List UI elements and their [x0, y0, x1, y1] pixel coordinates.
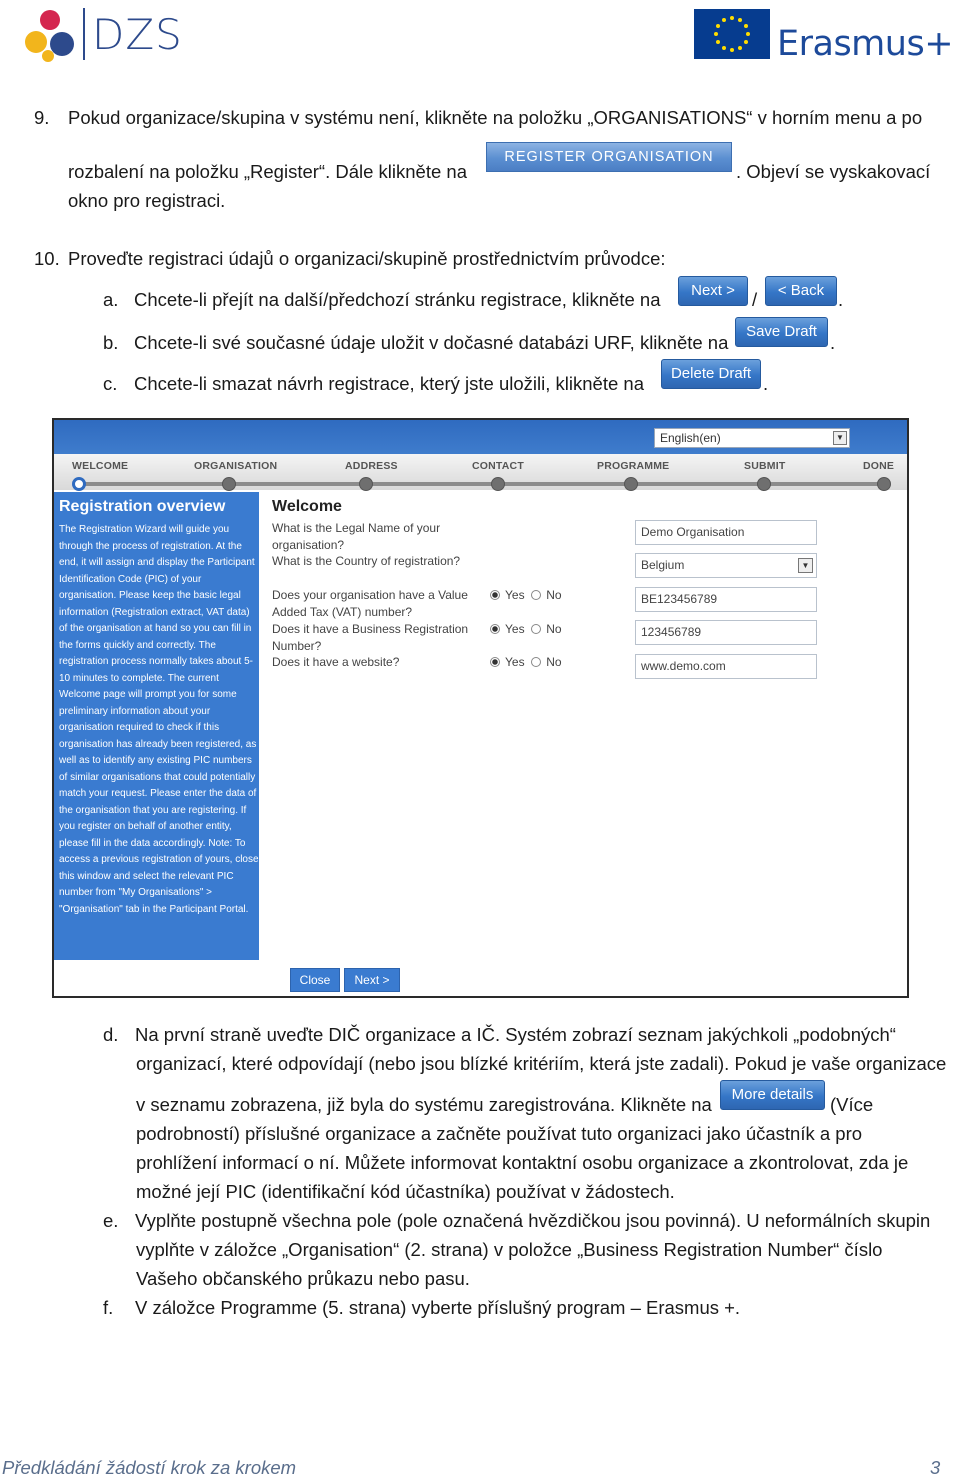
item-d-letter: d.: [103, 1024, 119, 1045]
business-registration-input[interactable]: [635, 620, 817, 645]
step-contact-label: CONTACT: [472, 460, 524, 472]
item-e-letter: e.: [103, 1210, 119, 1231]
website-no-label: No: [546, 655, 562, 669]
item-e-line-1: Vyplňte postupně všechna pole (pole označená hvězdičkou jsou povinná). U neformálních skupin: [135, 1210, 931, 1231]
question-country: What is the Country of registration?: [272, 554, 461, 568]
item-9-line-3: okno pro registraci.: [68, 190, 226, 211]
step-welcome-label: WELCOME: [72, 460, 129, 472]
item-d-line-3b: (Více: [830, 1094, 874, 1115]
vat-yes-label: Yes: [505, 588, 525, 602]
item-f-line-1: V záložce Programme (5. strana) vyberte příslušný program – Erasmus +.: [135, 1297, 741, 1318]
vat-number-value: BE123456789: [641, 592, 718, 606]
more-details-button-image: More details: [720, 1080, 825, 1110]
item-d-line-2: organizací, které odpovídají (nebo jsou blízké kritériím, která jste zadali). Pokud je vaše organizace: [136, 1053, 947, 1074]
item-d-line-6: možné její PIC (identifikační kód účastníka) používat v žádostech.: [136, 1181, 675, 1202]
erasmus-logo-text: Erasmus+: [777, 24, 954, 64]
business-registration-no-radio[interactable]: [531, 624, 541, 634]
item-d-line-5: prohlížení informací o ní. Můžete informovat kontaktní osobu organizace a zkontrolovat, zda je: [136, 1152, 909, 1173]
item-10b-text: Chcete-li své současné údaje uložit v dočasné databázi URF, klikněte na: [134, 332, 729, 353]
country-select[interactable]: [635, 553, 817, 578]
step-programme-label: PROGRAMME: [597, 460, 670, 472]
legal-name-value: Demo Organisation: [641, 525, 745, 539]
website-no-radio[interactable]: [531, 657, 541, 667]
item-9-line-2a: rozbalení na položku „Register“. Dále klikněte na: [68, 161, 467, 182]
footer-title: Předkládání žádostí krok za krokem: [2, 1457, 297, 1477]
vat-yes-radio[interactable]: [490, 590, 500, 600]
website-yes-label: Yes: [505, 655, 525, 669]
website-radio-group: [490, 655, 562, 669]
business-registration-yes-radio[interactable]: [490, 624, 500, 634]
item-10-line-1: Proveďte registraci údajů o organizaci/skupině prostřednictvím průvodce:: [68, 248, 666, 269]
business-registration-no-label: No: [546, 622, 562, 636]
question-website: Does it have a website?: [272, 655, 400, 669]
item-9-line-1: Pokud organizace/skupina v systému není, klikněte na položku „ORGANISATIONS“ v horním menu a po: [68, 107, 923, 128]
dzs-logo-mark-icon: [22, 6, 82, 64]
item-10a-text: Chcete-li přejít na další/předchozí stránku registrace, klikněte na: [134, 289, 661, 310]
item-e-line-3: Vašeho občanského průkazu nebo pasu.: [136, 1268, 470, 1289]
page-number: 3: [930, 1457, 941, 1477]
legal-name-input[interactable]: [635, 520, 817, 545]
save-draft-button-image: Save Draft: [735, 317, 828, 347]
next-button-image: Next >: [678, 276, 748, 306]
item-10c-letter: c.: [103, 373, 118, 394]
item-d-line-3a: v seznamu zobrazena, již byla do systému zaregistrována. Klikněte na: [136, 1094, 712, 1115]
step-done-dot: [877, 477, 891, 491]
vat-number-input[interactable]: [635, 587, 817, 612]
registration-wizard-screenshot: [52, 418, 909, 998]
question-legal-name: What is the Legal Name of your organisation?: [272, 521, 441, 552]
business-registration-radio-group: [490, 622, 562, 636]
step-welcome-dot: [72, 477, 86, 491]
language-select[interactable]: [654, 428, 850, 448]
country-value: Belgium: [641, 558, 685, 572]
step-organisation-label: ORGANISATION: [194, 460, 278, 472]
question-business-registration: Does it have a Business Registration Number?: [272, 622, 469, 653]
close-button[interactable]: Close: [290, 968, 340, 992]
step-address-label: ADDRESS: [345, 460, 398, 472]
registration-overview-panel: [54, 492, 259, 960]
item-10a-letter: a.: [103, 289, 119, 310]
website-value: www.demo.com: [641, 659, 726, 673]
item-10a-end: .: [838, 289, 844, 310]
item-10c-text: Chcete-li smazat návrh registrace, který jste uložili, klikněte na: [134, 373, 644, 394]
registration-overview-title: Registration overview: [59, 498, 226, 515]
question-vat: Does your organisation have a Value Added Tax (VAT) number?: [272, 588, 468, 619]
item-f-letter: f.: [103, 1297, 114, 1318]
wizard-steps-bar: [54, 454, 907, 490]
vat-no-label: No: [546, 588, 562, 602]
item-10a-separator: /: [752, 289, 758, 310]
item-9-line-2b: . Objeví se vyskakovací: [736, 161, 931, 182]
step-organisation-dot: [222, 477, 236, 491]
item-d-line-4: podrobností) příslušné organizace a začněte používat tuto organizaci jako účastník a pro: [136, 1123, 863, 1144]
dzs-logo-text: DZS: [92, 10, 183, 59]
welcome-title: Welcome: [272, 498, 342, 515]
eu-flag-icon: [694, 9, 770, 59]
step-programme-dot: [624, 477, 638, 491]
business-registration-yes-label: Yes: [505, 622, 525, 636]
business-registration-value: 123456789: [641, 625, 702, 639]
item-d-line-1: Na první straně uveďte DIČ organizace a IČ. Systém zobrazí seznam jakýchkoli „podobných“: [135, 1024, 896, 1045]
register-organisation-button-image: REGISTER ORGANISATION: [486, 142, 732, 172]
step-contact-dot: [491, 477, 505, 491]
vat-no-radio[interactable]: [531, 590, 541, 600]
step-address-dot: [359, 477, 373, 491]
delete-draft-button-image: Delete Draft: [661, 359, 761, 389]
step-done-label: DONE: [863, 460, 895, 472]
wizard-next-button[interactable]: Next >: [344, 968, 400, 992]
vat-radio-group: [490, 588, 562, 602]
item-10c-end: .: [763, 373, 769, 394]
item-9-number: 9.: [34, 107, 50, 128]
back-button-image: < Back: [765, 276, 837, 306]
step-submit-label: SUBMIT: [744, 460, 786, 472]
item-10-number: 10.: [34, 248, 60, 269]
item-10b-letter: b.: [103, 332, 119, 353]
chevron-down-icon: ▼: [833, 431, 847, 445]
dzs-logo-separator: [83, 8, 85, 60]
website-yes-radio[interactable]: [490, 657, 500, 667]
item-e-line-2: vyplňte v záložce „Organisation“ (2. strana) v položce „Business Registration Number“ číslo: [136, 1239, 883, 1260]
website-input[interactable]: [635, 654, 817, 679]
registration-overview-text: The Registration Wizard will guide you through the process of registration. At the end, it will assign and display the Participant Identification Code (PIC) of your organisation. Please keep the basic legal information (Registration extract, VAT data) of the organisation at hand so you can fill in the forms quickly and correctly. The registration process normally takes about 5-10 minutes to complete. The current Welcome page will prompt you for some preliminary information about your organisation required to check if this organisation has already been registered, as well as to identify any existing PIC numbers of similar organisations that could potentially match your request. Please enter the data of the organisation that you are registering. If you register on behalf of another entity, please fill in the data accordingly. Note: To access a previous registration of yours, close this window and select the relevant PIC number from "My Organisations" > "Organisation" tab in the Participant Portal.: [59, 524, 259, 915]
language-select-value: English(en): [660, 431, 721, 445]
wizard-top-bar: [54, 420, 907, 454]
item-10b-end: .: [830, 332, 836, 353]
step-submit-dot: [757, 477, 771, 491]
chevron-down-icon: ▼: [798, 558, 813, 573]
